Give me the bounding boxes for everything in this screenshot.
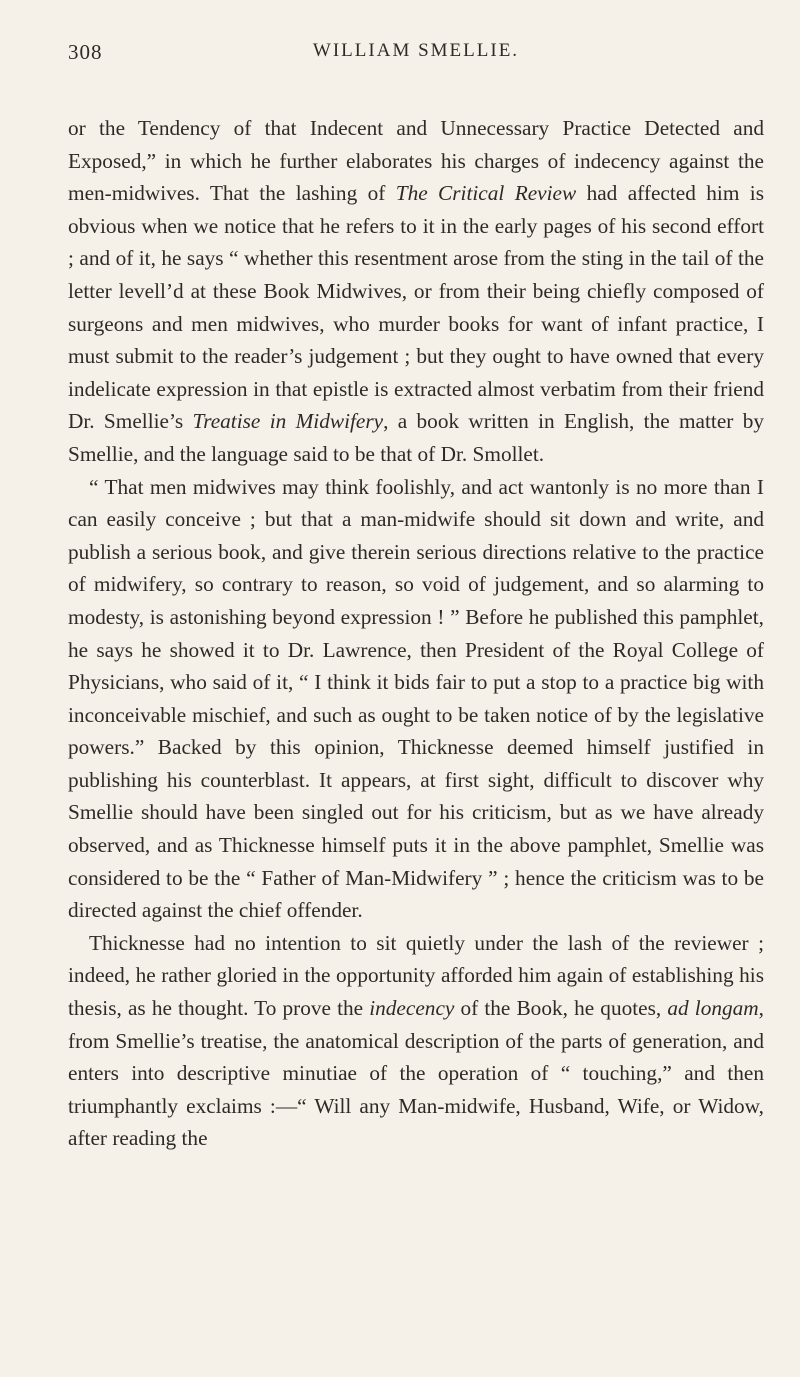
italic-title-critical-review: The Critical Review (395, 181, 577, 206)
italic-word-indecency: indecency (369, 996, 455, 1021)
paragraph-text: “ That men midwives may think foolishly, and act wantonly is no more than I can easily conceive ; but that a man-midwife should sit down and write, and publish a serious book, and give therein serious directions relative to the practice of midwifery, so contrary to reason, so void of judgement, and so alarming to modesty, is astonishing beyond expression ! ” Before he published this pamphlet, he says he showed it to Dr. Lawrence, then President of the Royal College of Physicians, who said of it, “ I think it bids fair to put a stop to a practice big with inconceivable mischief, and such as ought to be taken notice of by the legislative powers.” Backed by this opinion, Thicknesse deemed himself justified in publishing his counterblast. It appears, at first sight, difficult to discover why Smellie should have been singled out for his criticism, but as we have already observed, and as Thicknesse himself puts it in the above pamphlet, Smellie was considered to be the “ Father of Man-Midwifery ” ; hence the criticism was to be directed against the chief offender. (68, 474, 764, 923)
paragraph-text: had affected him is obvious when we notice that he refers to it in the early pages of his second effort ; and of it, he says “ whether this resentment arose from the sting in the tail of the letter levell’d at these Book Midwives, or from their being chiefly composed of surgeons and men midwives, who murder books for want of infant practice, I must submit to the reader’s judgement ; but they ought to have owned that every indelicate expression in that epistle is extracted almost verbatim from their friend Dr. Smellie’s (68, 181, 764, 434)
paragraph-text: or the Tendency of that Indecent and Unnecessary Practice Detected and Exposed,” in which he further elaborates his charges of indecency against the men-midwives. That the lashing of (68, 116, 764, 206)
paragraph-text: Thicknesse had no intention to sit quietly under the lash of the reviewer ; indeed, he rather gloried in the opportunity afforded him again of establishing his thesis, as he thought. To prove the (68, 930, 764, 1021)
paragraph-3 (68, 927, 764, 1155)
paragraph-2 (68, 471, 764, 927)
italic-phrase-ad-longam: ad longam (667, 996, 759, 1021)
running-head (68, 40, 764, 80)
body-text (68, 112, 764, 1155)
paragraph-text: , from Smellie’s treatise, the anatomical description of the parts of generation, and enters into descriptive minutiae of the operation of “ touching,” and then triumphantly exclaims :—“ Will any Man-midwife, Husband, Wife, or Widow, after reading the (68, 996, 764, 1151)
paragraph-text: , a book written in English, the matter by Smellie, and the language said to be that of Dr. Smollet. (68, 409, 765, 466)
italic-title-treatise: Treatise in Midwifery (192, 409, 384, 434)
paragraph-1 (68, 112, 764, 471)
paragraph-text: of the Book, he quotes, (454, 996, 668, 1021)
running-title: WILLIAM SMELLIE. (312, 40, 520, 61)
page-number: 308 (68, 40, 103, 64)
